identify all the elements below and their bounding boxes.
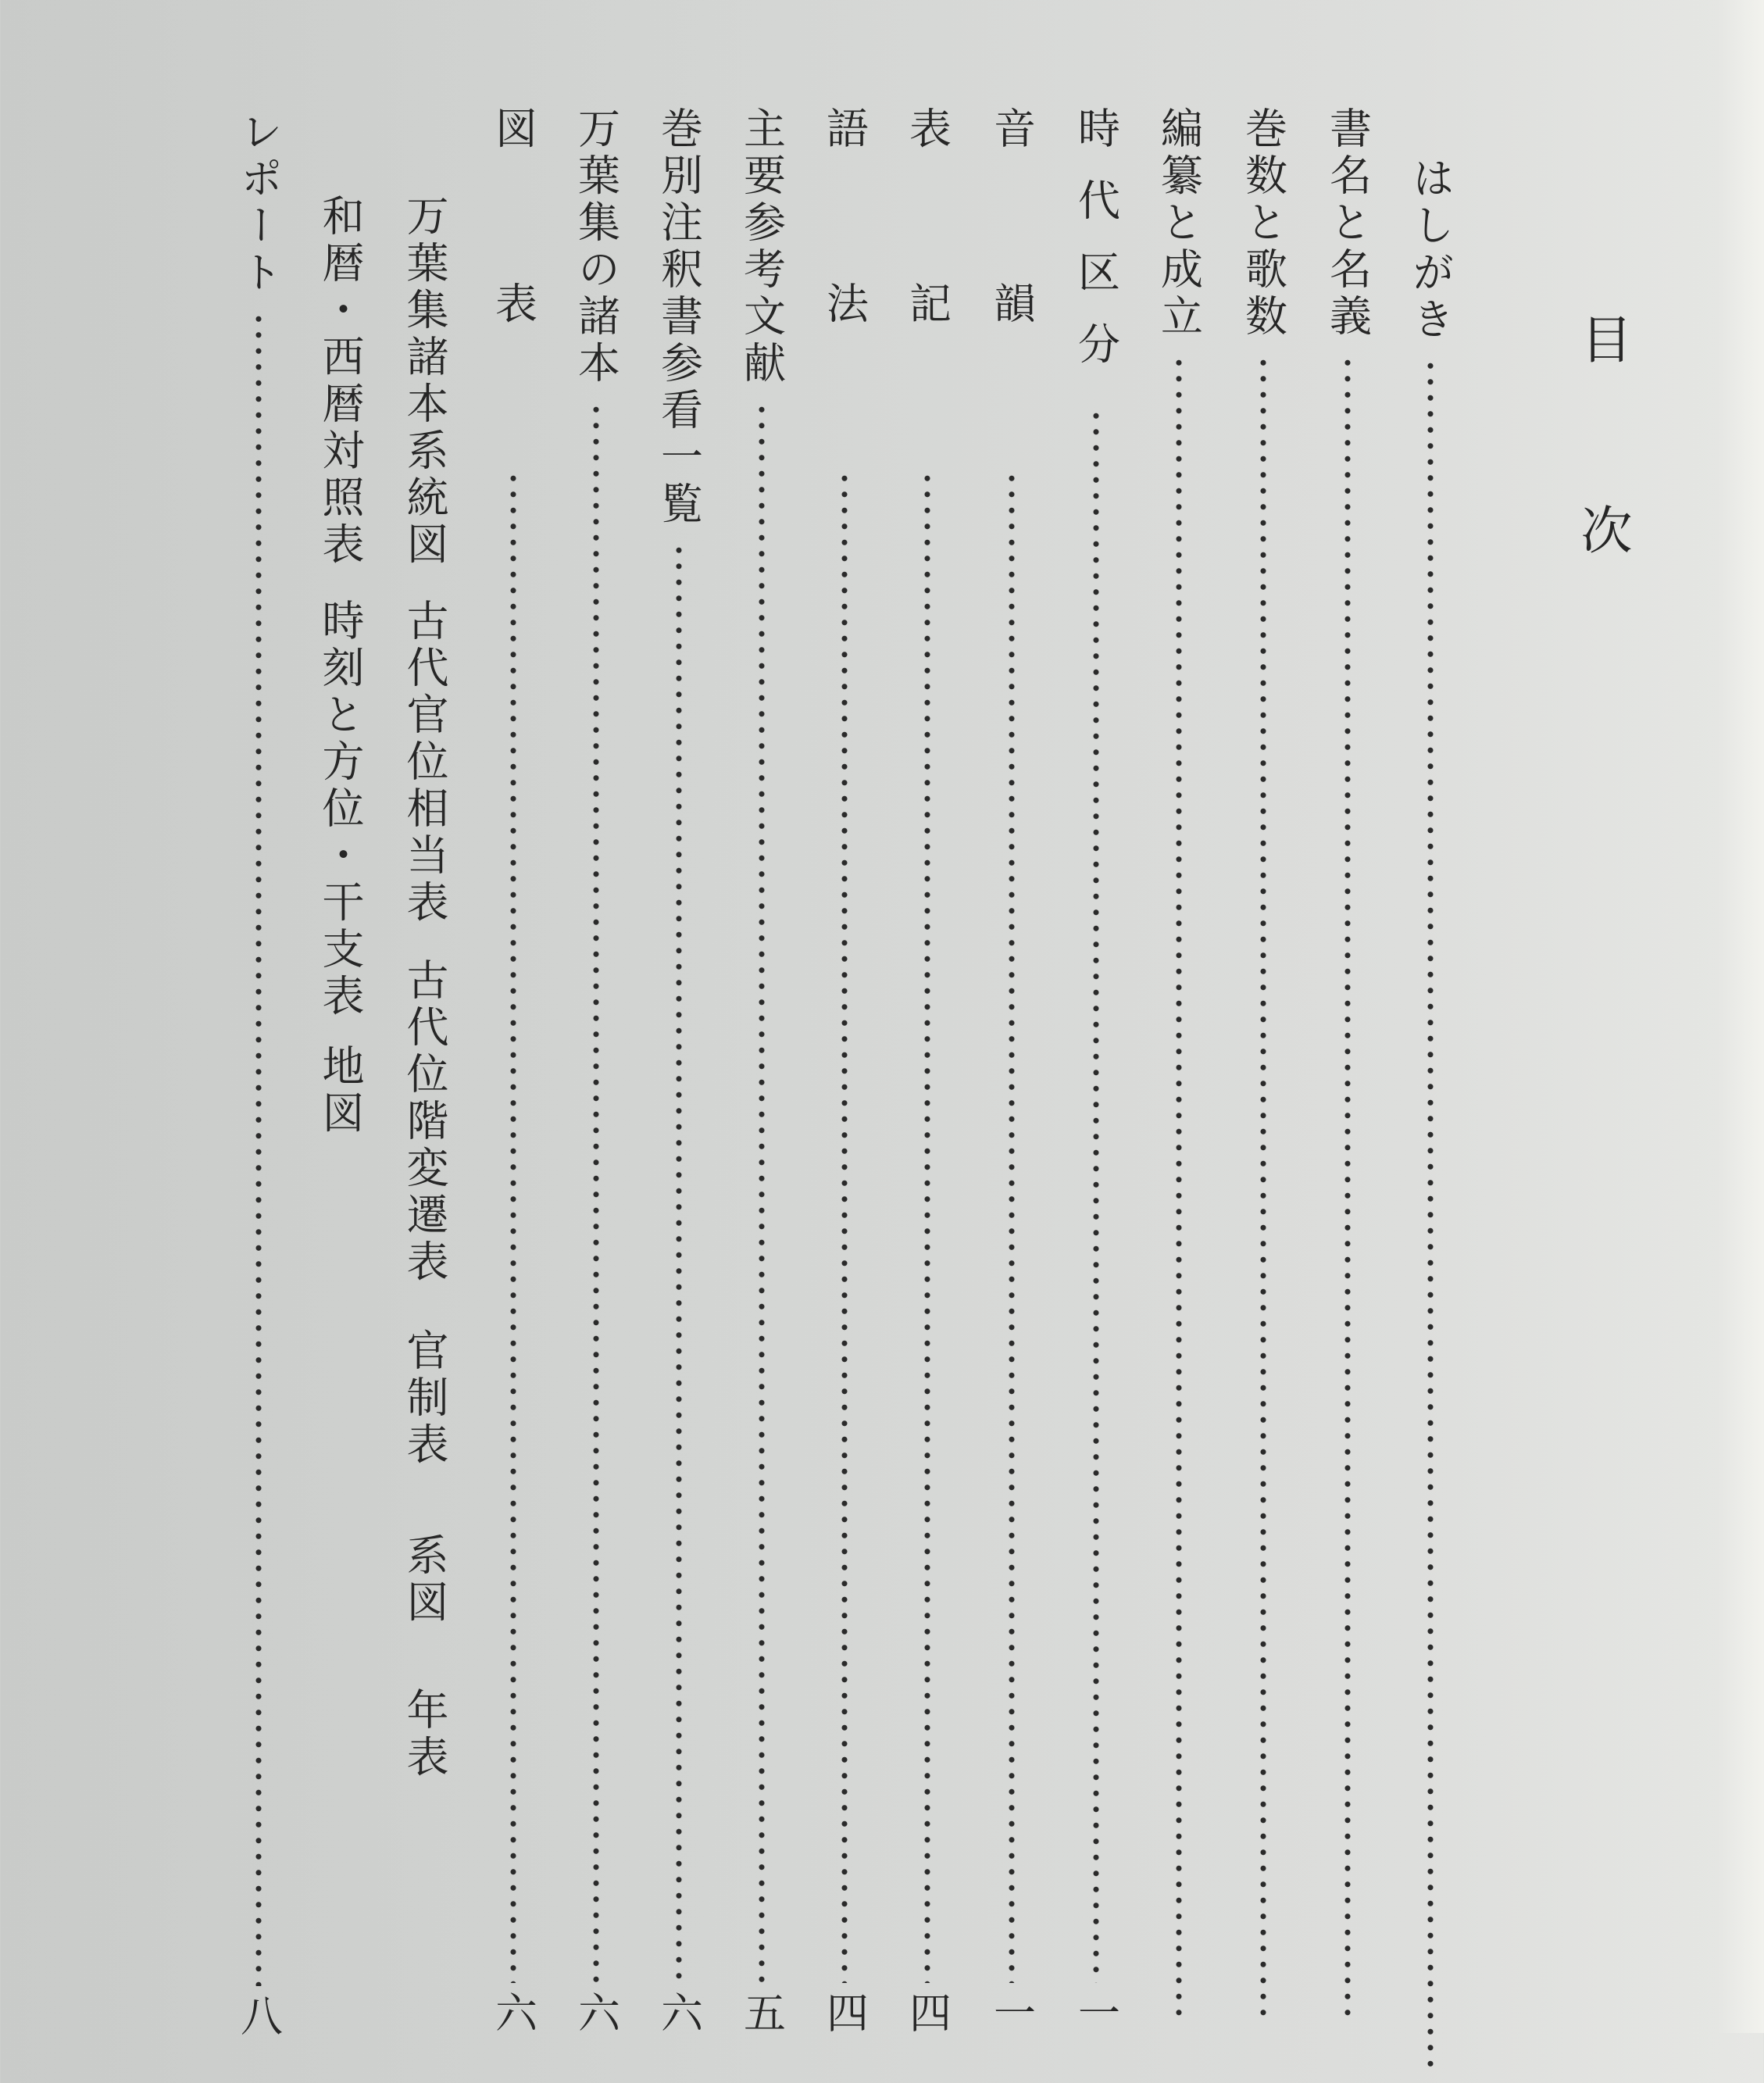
leader-dots — [1093, 408, 1099, 1983]
figure-item: 万葉集諸本系統図 — [400, 194, 449, 569]
toc-page: 六 — [654, 1991, 704, 2033]
leader-dots — [1176, 355, 1182, 2025]
toc-label: 主要参考文献 — [737, 106, 787, 388]
toc-label: 万葉集の諸本 — [571, 106, 621, 388]
toc-entry-figures[interactable] — [486, 106, 541, 2033]
toc-page: 五 — [737, 1991, 787, 2033]
toc-page: 六 — [488, 1991, 538, 2033]
leader-dots — [759, 402, 765, 1983]
toc-entry-compilation[interactable] — [1152, 106, 1206, 2033]
leader-dots — [1344, 355, 1351, 2025]
leader-dots — [593, 402, 599, 1983]
toc-entry-commentaries[interactable] — [652, 106, 706, 2033]
leader-dots — [1427, 358, 1434, 2075]
figure-item: 古代位階変遷表 — [400, 958, 449, 1286]
toc-entry-orthography[interactable] — [900, 106, 955, 2033]
leader-dots — [255, 311, 262, 1986]
toc-label: 図表 — [488, 106, 538, 456]
figure-item: 和暦・西暦対照表 — [316, 194, 365, 569]
toc-label: 音韻 — [987, 106, 1037, 456]
page-title: 目次 — [1572, 313, 1632, 694]
toc-entry-periods[interactable] — [1069, 106, 1123, 2033]
toc-label: レポート — [234, 109, 284, 297]
page-edge — [1717, 0, 1764, 2033]
toc-entry-volumes-poems[interactable] — [1236, 106, 1291, 2033]
toc-label: 表記 — [902, 106, 952, 456]
toc-entry-title-name[interactable] — [1320, 106, 1375, 2033]
toc-page: 一 — [1071, 1991, 1121, 2033]
figure-item: 官制表 — [400, 1328, 449, 1469]
toc-entry-report[interactable] — [231, 109, 286, 2036]
toc-label: 時代区分 — [1071, 106, 1121, 394]
toc-entry-references[interactable] — [734, 106, 789, 2033]
figure-item: 時刻と方位・干支表 — [316, 598, 365, 1020]
toc-page: 八 — [234, 1994, 284, 2036]
leader-dots — [924, 470, 930, 1983]
leader-dots — [676, 542, 682, 1983]
leader-dots — [1260, 355, 1266, 2025]
toc-label: 巻数と歌数 — [1238, 106, 1288, 341]
toc-page: 一 — [987, 1991, 1037, 2033]
figure-item: 年表 — [400, 1688, 449, 1781]
figure-item: 地図 — [316, 1044, 365, 1138]
toc-page: 四 — [820, 1991, 870, 2033]
toc-entry-grammar[interactable] — [817, 106, 872, 2033]
toc-entry-manuscripts[interactable] — [569, 106, 623, 2033]
toc-label: 語法 — [820, 106, 870, 456]
toc-label: 巻別注釈書参看一覧 — [654, 106, 704, 528]
leader-dots — [841, 470, 848, 1983]
leader-dots — [1009, 470, 1015, 1983]
figure-item: 系図 — [400, 1533, 449, 1627]
toc-label: 編纂と成立 — [1154, 106, 1204, 341]
toc-label: 書名と名義 — [1323, 106, 1373, 341]
toc-page: 四 — [902, 1991, 952, 2033]
toc-entry-phonology[interactable] — [984, 106, 1039, 2033]
leader-dots — [510, 470, 516, 1983]
toc-page: 六 — [571, 1991, 621, 2033]
toc-label: はしがき — [1405, 156, 1455, 344]
figure-item: 古代官位相当表 — [400, 598, 449, 927]
toc-entry-preface[interactable] — [1403, 156, 1458, 2083]
